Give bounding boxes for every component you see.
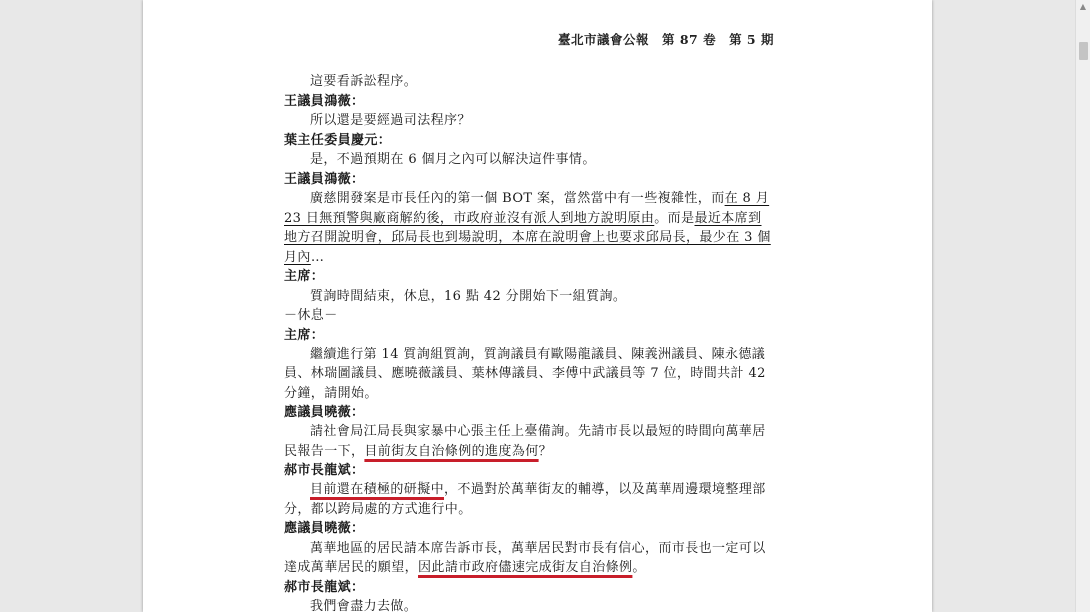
underlined-text: 23 日無預警與廠商解約後，市政府並沒有派人到地方說明原由 — [284, 211, 655, 226]
page-header: 臺北市議會公報 第 87 卷 第 5 期 — [557, 32, 774, 47]
speaker-label: 葉主任委員慶元： — [284, 133, 392, 148]
text-line: 繼續進行第 14 質詢組質詢，質詢議員有歐陽龍議員、陳義洲議員、陳永德議 — [310, 347, 766, 362]
highlighted-text: 目前街友自治條例的進度為何 — [364, 444, 539, 459]
text-line: －休息－ — [284, 308, 338, 323]
text-segment: 廣慈開發案是市長任內的第一個 BOT 案，當然當中有一些複雜性，而 — [310, 191, 725, 206]
text-line: 分，都以跨局處的方式進行中。 — [284, 502, 472, 517]
text-line — [284, 440, 552, 459]
highlighted-text: 因此請市政府儘速完成街友自治條例 — [418, 560, 633, 575]
scroll-up-arrow-icon[interactable]: ▲ — [1079, 2, 1087, 11]
speaker-label: 應議員曉薇： — [284, 521, 365, 536]
document-page — [143, 0, 932, 612]
text-line: 所以還是要經過司法程序？ — [310, 113, 471, 128]
speaker-label: 應議員曉薇： — [284, 405, 365, 420]
text-line: 萬華地區的居民請本席告訴市長，萬華居民對市長有信心，而市長也一定可以 — [310, 541, 766, 556]
underlined-text: 最近本席到 — [694, 211, 762, 226]
text-segment: 民報告一下， — [284, 444, 365, 459]
text-line — [284, 246, 324, 265]
speaker-label: 王議員鴻薇： — [284, 172, 365, 187]
text-line — [284, 556, 646, 575]
speaker-label: 主席： — [284, 328, 325, 343]
text-line: 分鐘，請開始。 — [284, 386, 378, 401]
text-line — [310, 478, 766, 497]
text-segment: 達成萬華居民的願望， — [284, 560, 419, 575]
text-line: 員、林瑞圖議員、應曉薇議員、葉林傳議員、李傅中武議員等 7 位，時間共計 42 — [284, 366, 766, 381]
text-line: 請社會局江局長與家暴中心張主任上臺備詢。先請市長以最短的時間向萬華居 — [310, 424, 766, 439]
vertical-scrollbar[interactable] — [1075, 0, 1090, 612]
speaker-label: 郝市長龍斌： — [284, 580, 365, 595]
speaker-label: 郝市長龍斌： — [284, 463, 365, 478]
text-segment: ，不過對於萬華街友的輔導，以及萬華周邊環境整理部 — [444, 482, 766, 497]
text-line: 是，不過預期在 6 個月之內可以解決這件事情。 — [310, 152, 596, 167]
text-segment: ？ — [538, 444, 553, 459]
text-line — [310, 187, 769, 206]
underlined-text: 月內 — [284, 250, 311, 265]
text-line: 這要看訴訟程序。 — [310, 74, 418, 89]
text-line: 質詢時間結束，休息，16 點 42 分開始下一組質詢。 — [310, 289, 627, 304]
text-segment: 。 — [632, 560, 646, 575]
speaker-label: 王議員鴻薇： — [284, 94, 365, 109]
text-segment: 。而是 — [654, 211, 695, 226]
speaker-label: 主席： — [284, 269, 325, 284]
underlined-text: 地方召開說明會，邱局長也到場說明，本席在說明會上也要求邱局長，最少在 3 個 — [284, 230, 771, 245]
text-line: 我們會盡力去做。 — [310, 599, 418, 612]
underlined-text: 在 8 月 — [724, 191, 770, 206]
text-segment: … — [310, 250, 325, 265]
text-line — [284, 226, 771, 245]
scrollbar-thumb[interactable] — [1079, 42, 1088, 60]
text-line — [284, 207, 762, 226]
highlighted-text: 目前還在積極的研擬中 — [310, 482, 445, 497]
